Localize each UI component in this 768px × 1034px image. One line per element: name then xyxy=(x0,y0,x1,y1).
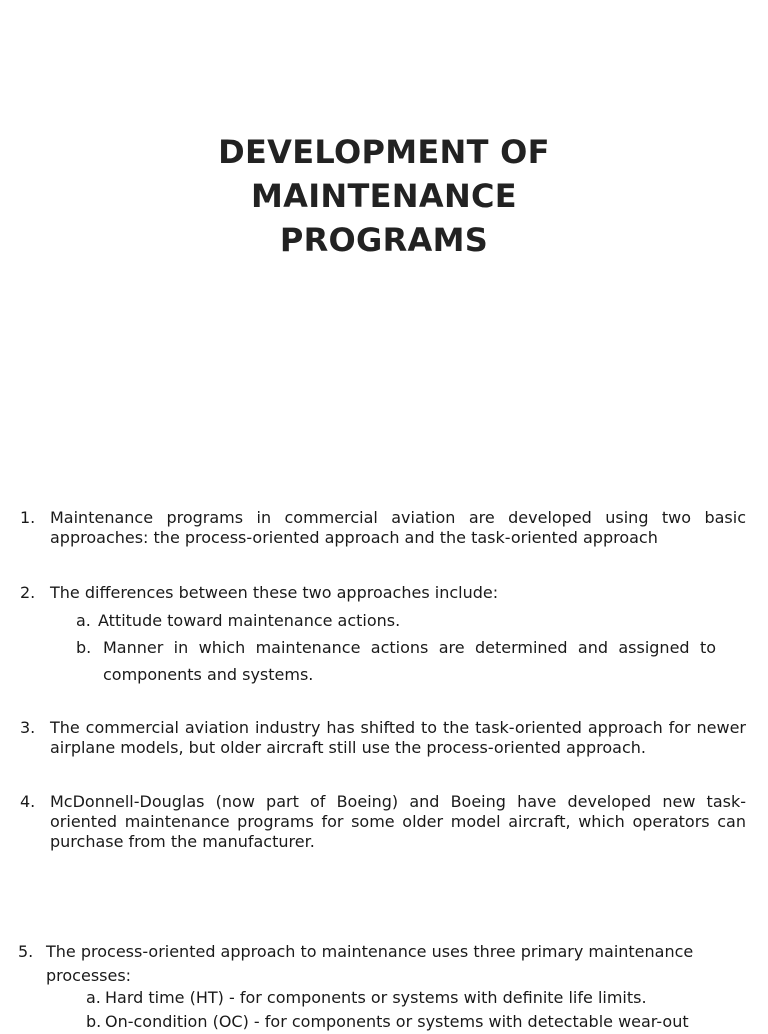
sub-item-5b xyxy=(86,1010,746,1034)
list-item-4 xyxy=(20,792,746,852)
sub-item-letter: a. xyxy=(76,611,91,630)
item-text: The process-oriented approach to maintenance uses three primary maintenance processes: xyxy=(46,942,694,985)
item-number: 2. xyxy=(20,583,36,602)
title-line-1: DEVELOPMENT OF xyxy=(218,133,550,171)
title-line-3: PROGRAMS xyxy=(279,221,489,259)
list-item-5 xyxy=(18,940,708,988)
list-item-1 xyxy=(20,508,746,548)
sub-item-5a xyxy=(86,986,746,1010)
item-number: 3. xyxy=(20,718,36,737)
sub-item-text: Attitude toward maintenance actions. xyxy=(98,611,401,630)
sub-item-text: Manner in which maintenance actions are determined and assigned to components and systems. xyxy=(103,638,716,684)
item-number: 4. xyxy=(20,792,36,811)
sub-item-text: On-condition (OC) - for components or systems with detectable wear-out xyxy=(105,1012,689,1031)
item-text: Maintenance programs in commercial aviation are developed using two basic approaches: the process-oriented approach and the task-oriented approach xyxy=(50,508,746,547)
sub-item-2a xyxy=(76,607,716,634)
sub-item-text: Hard time (HT) - for components or systems with definite life limits. xyxy=(105,988,647,1007)
item-number: 5. xyxy=(18,942,34,961)
sub-item-letter: a. xyxy=(86,988,101,1007)
list-item-2 xyxy=(20,583,746,603)
item-number: 1. xyxy=(20,508,36,527)
sub-item-letter: b. xyxy=(76,638,92,657)
document-title xyxy=(0,130,768,262)
item-text: The differences between these two approaches include: xyxy=(50,583,499,602)
sub-item-letter: b. xyxy=(86,1012,102,1031)
item-text: The commercial aviation industry has shifted to the task-oriented approach for newer airplane models, but older aircraft still use the process-oriented approach. xyxy=(50,718,746,757)
list-item-3 xyxy=(20,718,746,758)
title-line-2: MAINTENANCE xyxy=(251,177,517,215)
item-text: McDonnell-Douglas (now part of Boeing) and Boeing have developed new task-oriented maintenance programs for some older model aircraft, which operators can purchase from the manufacturer. xyxy=(50,792,746,851)
sub-item-2b xyxy=(76,634,716,688)
